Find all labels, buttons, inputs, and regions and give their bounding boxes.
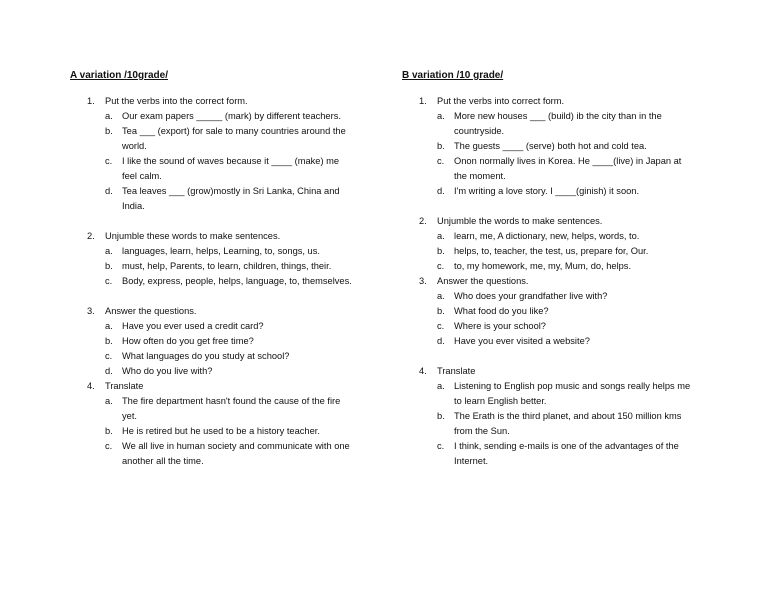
sub-item-letter: b. (437, 306, 445, 316)
sub-item-text: learn, me, A dictionary, new, helps, words, to. (454, 231, 640, 241)
sub-item-letter: b. (105, 336, 113, 346)
sub-item-text: Internet. (454, 456, 489, 466)
sub-item-text: yet. (122, 411, 137, 421)
question-number: 1. (419, 96, 427, 106)
sub-item-text: Have you ever visited a website? (454, 336, 590, 346)
question-title: Put the verbs into the correct form. (105, 96, 248, 106)
sub-item-text: Tea ___ (export) for sale to many countries around the (122, 126, 346, 136)
sub-item-text: What food do you like? (454, 306, 549, 316)
sub-item-letter: d. (437, 336, 445, 346)
sub-item-letter: a. (105, 396, 113, 406)
question-number: 2. (419, 216, 427, 226)
sub-item-text: the moment. (454, 171, 506, 181)
question-number: 4. (87, 381, 95, 391)
sub-item-text: The guests ____ (serve) both hot and cold tea. (454, 141, 647, 151)
sub-item-text: The fire department hasn't found the cause of the fire (122, 396, 341, 406)
sub-item-text: I think, sending e-mails is one of the advantages of the (454, 441, 679, 451)
sub-item-letter: d. (105, 186, 113, 196)
sub-item-text: Our exam papers _____ (mark) by different teachers. (122, 111, 341, 121)
sub-item-text: helps, to, teacher, the test, us, prepare for, Our. (454, 246, 649, 256)
sub-item-letter: b. (437, 411, 445, 421)
sub-item-text: languages, learn, helps, Learning, to, songs, us. (122, 246, 320, 256)
sub-item-letter: c. (437, 321, 445, 331)
sub-item-text: Who do you live with? (122, 366, 213, 376)
question-number: 2. (87, 231, 95, 241)
sub-item-letter: b. (105, 426, 113, 436)
sub-item-text: We all live in human society and communicate with one (122, 441, 350, 451)
sub-item-text: from the Sun. (454, 426, 510, 436)
question-number: 3. (87, 306, 95, 316)
sub-item-text: Onon normally lives in Korea. He ____(live) in Japan at (454, 156, 682, 166)
question-number: 3. (419, 276, 427, 286)
sub-item-letter: a. (437, 231, 445, 241)
sub-item-letter: c. (105, 156, 113, 166)
sub-item-letter: d. (437, 186, 445, 196)
sub-item-letter: a. (437, 111, 445, 121)
sub-item-letter: b. (105, 261, 113, 271)
sub-item-letter: c. (105, 351, 113, 361)
sub-item-text: What languages do you study at school? (122, 351, 290, 361)
sub-item-letter: a. (105, 111, 113, 121)
question-title: Translate (105, 381, 144, 391)
sub-item-letter: c. (437, 261, 445, 271)
sub-item-letter: b. (437, 141, 445, 151)
sub-item-text: to, my homework, me, my, Mum, do, helps. (454, 261, 632, 271)
variation-b-heading: B variation /10 grade/ (402, 70, 504, 81)
sub-item-text: Listening to English pop music and songs really helps me (454, 381, 691, 391)
sub-item-letter: c. (437, 441, 445, 451)
sub-item-text: another all the time. (122, 456, 204, 466)
sub-item-text: Have you ever used a credit card? (122, 321, 264, 331)
sub-item-text: India. (122, 201, 145, 211)
sub-item-text: Where is your school? (454, 321, 546, 331)
sub-item-letter: d. (105, 366, 113, 376)
sub-item-text: More new houses ___ (build) ib the city than in the (454, 111, 662, 121)
sub-item-text: Body, express, people, helps, language, to, themselves. (122, 276, 352, 286)
sub-item-letter: a. (437, 381, 445, 391)
sub-item-text: Tea leaves ___ (grow)mostly in Sri Lanka, China and (122, 186, 340, 196)
sub-item-text: must, help, Parents, to learn, children, things, their. (122, 261, 332, 271)
sub-item-text: countryside. (454, 126, 505, 136)
question-title: Put the verbs into correct form. (437, 96, 565, 106)
question-title: Answer the questions. (105, 306, 197, 316)
sub-item-letter: a. (105, 321, 113, 331)
sub-item-letter: c. (105, 276, 113, 286)
variation-a-heading: A variation /10grade/ (70, 70, 168, 81)
question-title: Answer the questions. (437, 276, 529, 286)
sub-item-text: Who does your grandfather live with? (454, 291, 608, 301)
question-title: Unjumble the words to make sentences. (437, 216, 603, 226)
sub-item-text: to learn English better. (454, 396, 547, 406)
sub-item-text: world. (122, 141, 147, 151)
sub-item-letter: a. (105, 246, 113, 256)
question-title: Translate (437, 366, 476, 376)
sub-item-letter: b. (105, 126, 113, 136)
sub-item-text: I like the sound of waves because it ____ (make) me (122, 156, 340, 166)
question-number: 4. (419, 366, 427, 376)
sub-item-letter: a. (437, 291, 445, 301)
sub-item-text: How often do you get free time? (122, 336, 254, 346)
sub-item-text: I'm writing a love story. I ____(ginish) it soon. (454, 186, 640, 196)
sub-item-letter: b. (437, 246, 445, 256)
sub-item-letter: c. (105, 441, 113, 451)
sub-item-text: feel calm. (122, 171, 162, 181)
question-number: 1. (87, 96, 95, 106)
sub-item-text: He is retired but he used to be a history teacher. (122, 426, 320, 436)
sub-item-text: The Erath is the third planet, and about 150 million kms (454, 411, 682, 421)
question-title: Unjumble these words to make sentences. (105, 231, 281, 241)
sub-item-letter: c. (437, 156, 445, 166)
